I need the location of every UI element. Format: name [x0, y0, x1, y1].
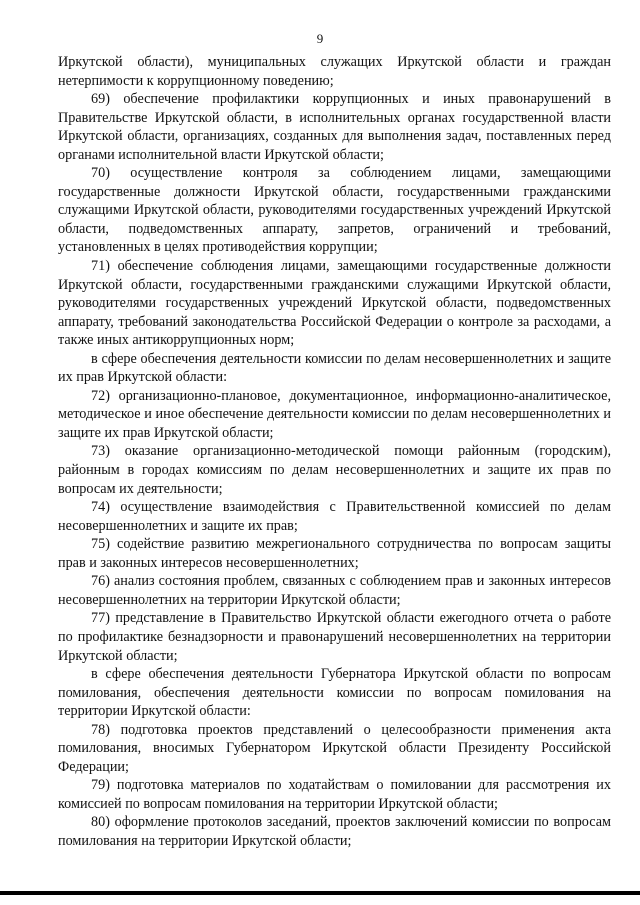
paragraph-item-69: 69) обеспечение профилактики коррупционных и иных правонарушений в Правительстве Иркутской области, в исполнительных органах государственной власти Иркутской области, организациях, созданных для выполнения задач, поставленных перед органами исполнительной власти Иркутской области;: [58, 91, 611, 163]
paragraph-item-77: 77) представление в Правительство Иркутской области ежегодного отчета о работе по профилактике безнадзорности и правонарушений несовершеннолетних на территории Иркутской области;: [58, 610, 611, 664]
paragraph-item-78: 78) подготовка проектов представлений о целесообразности применения акта помилования, вносимых Губернатором Иркутской области Президенту Российской Федерации;: [58, 721, 611, 775]
page-number: 9: [316, 31, 324, 46]
paragraph-item-80: 80) оформление протоколов заседаний, проектов заключений комиссии по вопросам помилования на территории Иркутской области;: [58, 814, 611, 849]
paragraph-continuation: Иркутской области), муниципальных служащих Иркутской области и граждан нетерпимости к коррупционному поведению;: [58, 54, 611, 89]
scan-bottom-border: [0, 891, 640, 895]
paragraph-item-79: 79) подготовка материалов по ходатайствам о помиловании для рассмотрения их комиссией по вопросам помилования на территории Иркутской области;: [58, 777, 611, 812]
section-heading-juvenile-commission: в сфере обеспечения деятельности комиссии по делам несовершеннолетних и защите их прав Иркутской области:: [58, 350, 611, 386]
paragraph-item-75: 75) содействие развитию межрегионального сотрудничества по вопросам защиты прав и законных интересов несовершеннолетних;: [58, 536, 611, 571]
paragraph-item-74: 74) осуществление взаимодействия с Правительственной комиссией по делам несовершеннолетних и защите их прав;: [58, 499, 611, 534]
paragraph-item-70: 70) осуществление контроля за соблюдением лицами, замещающими государственные должности Иркутской области, государственными гражданскими служащими Иркутской области, руководителями государственных учреждений Иркутской области, подведомственных аппарату, запретов, ограничений и требований, установленных в целях противодействия коррупции;: [58, 165, 611, 256]
paragraph-item-71: 71) обеспечение соблюдения лицами, замещающими государственные должности Иркутской области, государственными гражданскими служащими Иркутской области, руководителями государственных учреждений Иркутской области, подведомственных аппарату, требований законодательства Российской Федерации о контроле за расходами, а также иных антикоррупционных норм;: [58, 258, 611, 349]
paragraph-item-73: 73) оказание организационно-методической помощи районным (городским), районным в городах комиссиям по делам несовершеннолетних и защите их прав по вопросам их деятельности;: [58, 443, 611, 497]
document-body: [58, 53, 611, 851]
paragraph-item-76: 76) анализ состояния проблем, связанных с соблюдением прав и законных интересов несовершеннолетних на территории Иркутской области;: [58, 573, 611, 608]
paragraph-item-72: 72) организационно-плановое, документационное, информационно-аналитическое, методическое и иное обеспечение деятельности комиссии по делам несовершеннолетних и защите их прав Иркутской области;: [58, 387, 611, 441]
section-heading-pardon-commission: в сфере обеспечения деятельности Губернатора Иркутской области по вопросам помилования, обеспечения деятельности комиссии по вопросам помилования на территории Иркутской области:: [58, 666, 611, 720]
